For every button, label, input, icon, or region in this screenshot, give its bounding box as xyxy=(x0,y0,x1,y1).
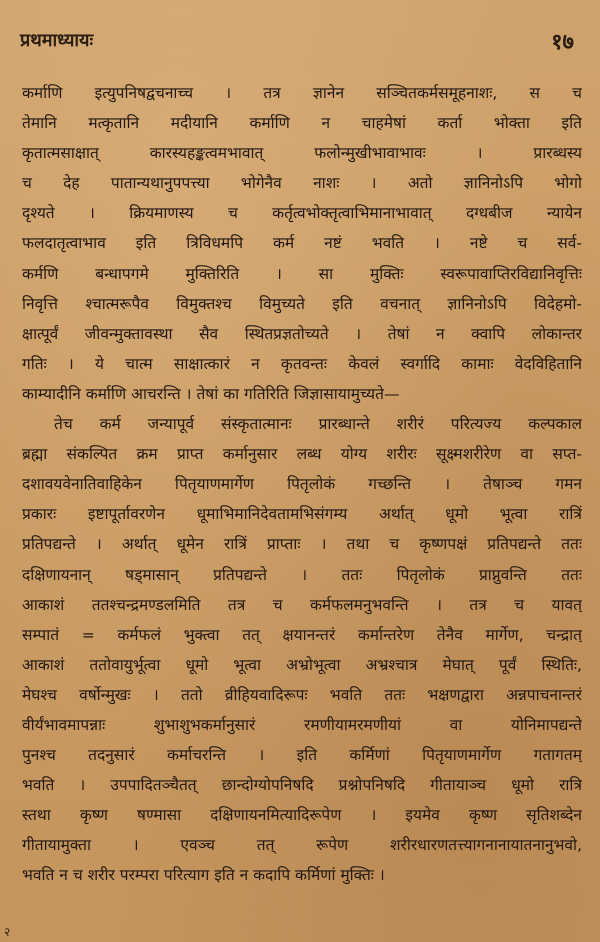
text-line: गतिः । ये चात्म साक्षात्कारं न कृतवन्तः केवलं स्वर्गादि कामाः वेदविहितानि xyxy=(22,354,582,373)
text-line: कृतात्मसाक्षात् कारस्यहङ्कत्वमभावात् फलोन्मुखीभावाभावः । प्रारब्धस्य xyxy=(22,144,582,163)
text-line: निवृत्ति श्चात्मरूपैव विमुक्तश्च विमुच्यते इति वचनात् ज्ञानिनोऽपि विदेहमो- xyxy=(22,294,582,313)
text-line: भवति न च शरीर परम्परा परित्याग इति न कदापि कर्मिणां मुक्तिः । xyxy=(22,866,385,885)
text-line: पुनश्च तदनुसारं कर्माचरन्ति । इति कर्मिणां पितृयाणमार्गेण गतागतम् xyxy=(22,746,582,765)
text-line: च देह पातान्यथानुपपत्त्या भोगेनैव नाशः । अतो ज्ञानिनोऽपि भोगो xyxy=(22,174,582,193)
text-line: दक्षिणायनान् षड्मासान् प्रतिपद्यन्ते । ततः पितृलोकं प्राप्नुवन्ति ततः xyxy=(22,565,582,584)
text-line: वीर्यंभावमापन्नाः शुभाशुभकर्मानुसारं रमणीयामरमणीयां वा योनिमापद्यन्ते xyxy=(22,715,582,734)
body-text xyxy=(22,78,582,891)
text-line: तेच कर्म जन्यापूर्व संस्कृतात्मानः प्रारब्धान्ते शरीरं परित्यज्य कल्पकाल xyxy=(54,415,582,434)
text-line: प्रतिपद्यन्ते । अर्थात् धूमेन रात्रिं प्राप्ताः । तथा च कृष्णपक्षं प्रतिपद्यन्ते ततः xyxy=(22,535,582,554)
text-line: फलदातृत्वाभाव इति त्रिविधमपि कर्म नष्टं भवति । नष्टे च सर्व- xyxy=(22,234,582,253)
text-line: आकाशं ततोवायुर्भूत्वा धूमो भूत्वा अभ्रोभूत्वा अभ्रश्चात्र मेघात् पूर्वं स्थितिः, xyxy=(22,655,582,674)
text-line: दृश्यते । क्रियमाणस्य च कर्तृत्वभोक्तृत्वाभिमानाभावात् दग्धबीज न्यायेन xyxy=(22,204,582,223)
text-line: प्रकारः इष्टापूर्तावरणेन धूमाभिमानिदेवतामभिसंगम्य अर्थात् धूमो भूत्वा रात्रिं xyxy=(22,505,582,524)
text-line: काम्यादीनि कर्माणि आचरन्ति । तेषां का गतिरिति जिज्ञासायामुच्यते— xyxy=(22,384,400,403)
text-line: क्षात्पूर्वं जीवन्मुक्तावस्था सैव स्थितप्रज्ञतोच्यते । तेषां न क्वापि लोकान्तर xyxy=(22,324,582,343)
text-line: कर्माणि इत्युपनिषद्वचनाच्च । तत्र ज्ञानेन सञ्चितकर्मसमूहनाशः, स च xyxy=(22,84,582,102)
text-line: दशावयवेनातिवाहिकेन पितृयाणमार्गेण पितृलोकं गच्छन्ति । तेषाञ्च गमन xyxy=(22,475,582,494)
text-line: भवति । उपपादितञ्चैतत् छान्दोग्योपनिषदि प्रश्नोपनिषदि गीतायाञ्च धूमो रात्रि xyxy=(22,776,582,795)
text-line: तेमानि मत्कृतानि मदीयानि कर्माणि न चाहमेषां कर्ता भोक्ता इति xyxy=(22,114,582,133)
text-line: स्तथा कृष्ण षण्मासा दक्षिणायनमित्यादिरूपेण । इयमेव कृष्ण सृतिशब्देन xyxy=(22,806,582,825)
page-number: १७ xyxy=(551,30,574,55)
chapter-title: प्रथमाध्यायः xyxy=(20,30,94,51)
text-line: मेघश्च वर्षोन्मुखः । ततो व्रीहियवादिरूपः भवति ततः भक्षणद्वारा अन्नपाचनान्तरं xyxy=(22,685,582,704)
text-line: सम्पातं = कर्मफलं भुक्त्वा तत् क्षयानन्तरं कर्मान्तरेण तेनैव मार्गेण, चन्द्रात् xyxy=(22,625,582,644)
text-line: गीतायामुक्ता । एवञ्च तत् रूपेण शरीरधारणतत्त्यागनानायातनानुभवो, xyxy=(22,836,582,855)
text-line: ब्रह्मा संकल्पित क्रम प्राप्त कर्मानुसार लब्ध योग्य शरीरः सूक्ष्मशरीरेण वा सप्त- xyxy=(22,445,582,464)
text-line: आकाशं ततश्चन्द्रमण्डलमिति तत्र च कर्मफलमनुभवन्ति । तत्र च यावत् xyxy=(22,595,582,614)
footer-mark: २ xyxy=(4,925,11,939)
text-line: कर्मणि बन्धापगमे मुक्तिरिति । सा मुक्तिः स्वरूपावाप्तिरविद्यानिवृत्तिः xyxy=(22,264,582,283)
page-header xyxy=(20,28,582,56)
